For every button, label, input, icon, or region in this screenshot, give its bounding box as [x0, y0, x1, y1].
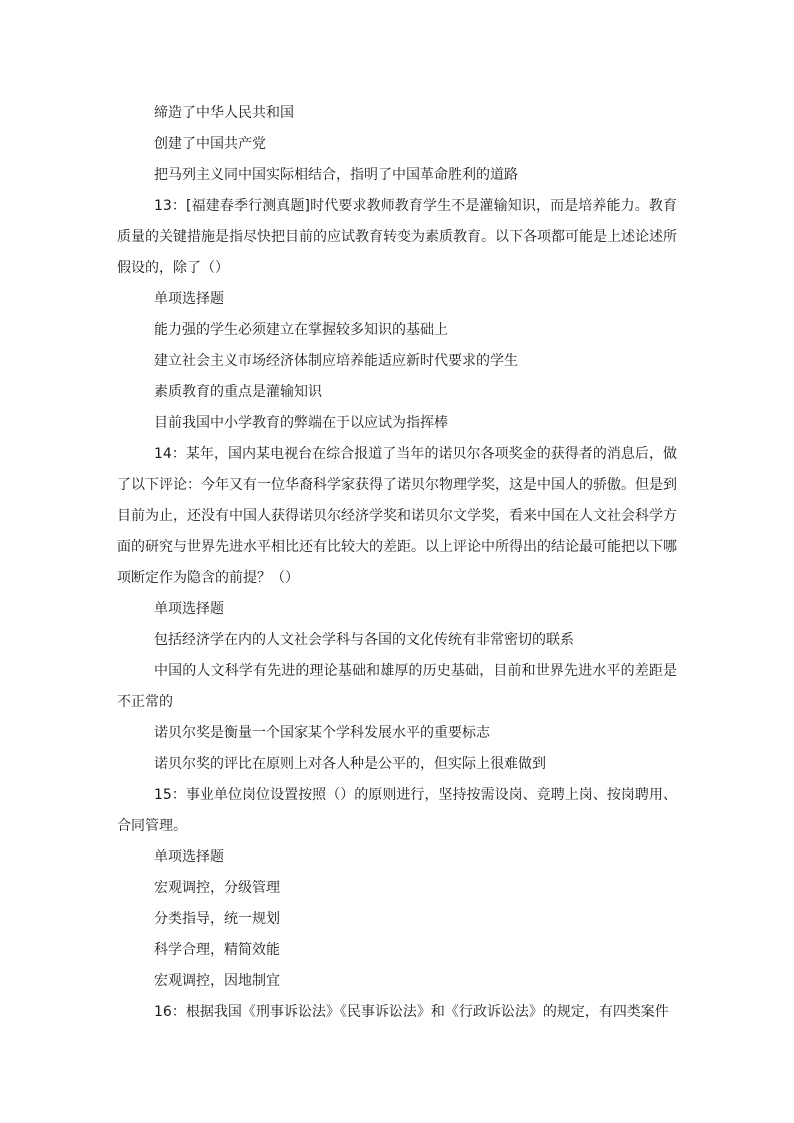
question-16-stem: 16：根据我国《刑事诉讼法》《民事诉讼法》和《行政诉讼法》的规定，有四类案件	[154, 1004, 669, 1020]
document-page	[117, 98, 677, 1028]
option-line: 缔造了中华人民共和国	[154, 105, 294, 121]
option-line: 把马列主义同中国实际相结合，指明了中国革命胜利的道路	[154, 167, 518, 183]
question-type-label: 单项选择题	[154, 291, 224, 307]
option-line: 目前我国中小学教育的弊端在于以应试为指挥棒	[154, 415, 448, 431]
option-line: 诺贝尔奖的评比在原则上对各人种是公平的，但实际上很难做到	[154, 756, 546, 772]
option-line: 包括经济学在内的人文社会学科与各国的文化传统有非常密切的联系	[154, 632, 574, 648]
option-line: 中国的人文科学有先进的理论基础和雄厚的历史基础，目前和世界先进水平的差距是不正常的	[117, 663, 677, 710]
question-15-stem: 15：事业单位岗位设置按照（）的原则进行，坚持按需设岗、竞聘上岗、按岗聘用、合同管理。	[117, 787, 677, 834]
option-line: 素质教育的重点是灌输知识	[154, 384, 322, 400]
question-13-stem: 13：[福建春季行测真题]时代要求教师教育学生不是灌输知识，而是培养能力。教育质量的关键措施是指尽快把目前的应试教育转变为素质教育。以下各项都可能是上述论述所假设的，除了（）	[117, 198, 677, 276]
option-line: 能力强的学生必须建立在掌握较多知识的基础上	[154, 322, 448, 338]
option-line: 科学合理，精简效能	[154, 942, 280, 958]
question-type-label: 单项选择题	[154, 601, 224, 617]
option-line: 宏观调控，因地制宜	[154, 973, 280, 989]
option-line: 分类指导，统一规划	[154, 911, 280, 927]
option-line: 诺贝尔奖是衡量一个国家某个学科发展水平的重要标志	[154, 725, 490, 741]
option-line: 建立社会主义市场经济体制应培养能适应新时代要求的学生	[154, 353, 518, 369]
option-line: 宏观调控，分级管理	[154, 880, 280, 896]
option-line: 创建了中国共产党	[154, 136, 266, 152]
question-14-stem: 14：某年，国内某电视台在综合报道了当年的诺贝尔各项奖金的获得者的消息后，做了以下评论：今年又有一位华裔科学家获得了诺贝尔物理学奖，这是中国人的骄傲。但是到目前为止，还没有中国人获得诺贝尔经济学奖和诺贝尔文学奖，看来中国在人文社会科学方面的研究与世界先进水平相比还有比较大的差距。以上评论中所得出的结论最可能把以下哪项断定作为隐含的前提？（）	[117, 446, 677, 586]
question-type-label: 单项选择题	[154, 849, 224, 865]
